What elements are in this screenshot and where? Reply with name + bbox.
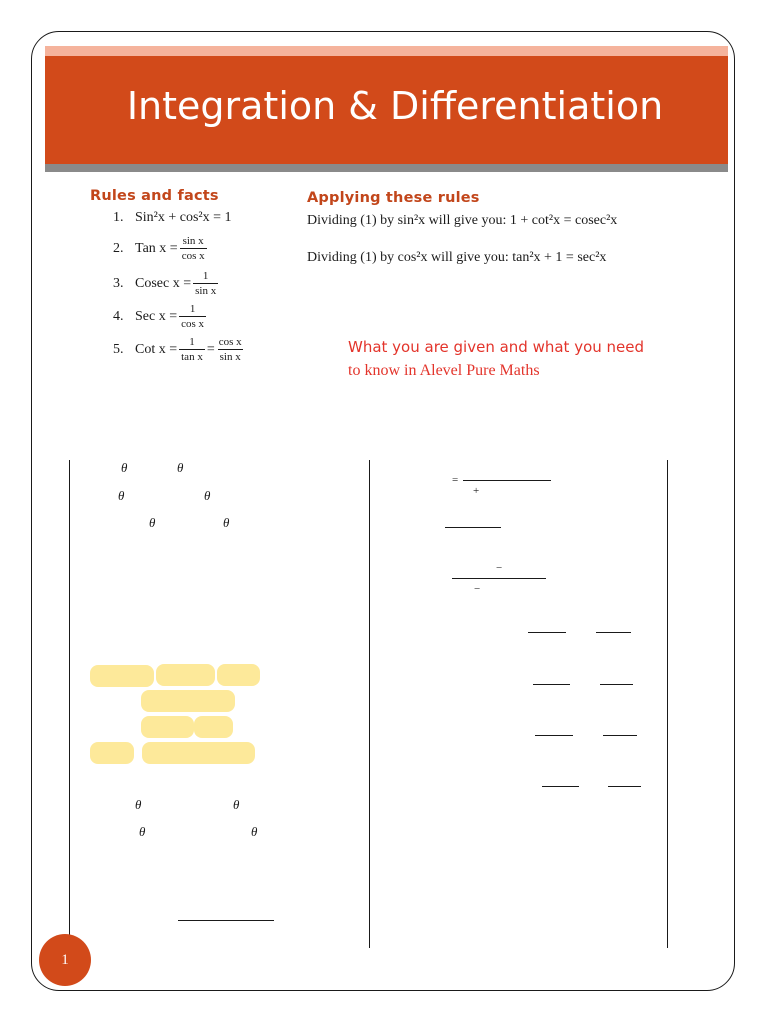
theta-symbol: θ xyxy=(177,460,184,475)
theta-symbol: θ xyxy=(139,824,146,839)
fraction-line xyxy=(596,632,631,633)
highlight-block xyxy=(142,742,255,764)
highlight-block xyxy=(156,664,215,686)
fraction-line xyxy=(608,786,641,787)
fraction-line xyxy=(535,735,573,736)
highlight-block xyxy=(194,716,233,738)
numerator: sin x xyxy=(182,235,204,247)
fraction xyxy=(180,235,207,262)
rule-number: 1. xyxy=(113,210,124,225)
banner-bottom-band xyxy=(45,164,728,172)
rule-text: Sin²x + cos²x = 1 xyxy=(135,210,232,225)
highlight-block xyxy=(217,664,260,686)
rule-2 xyxy=(113,235,209,262)
applying-line-1: Dividing (1) by sin²x will give you: 1 + cot²x = cosec²x xyxy=(307,213,618,228)
rule-5 xyxy=(113,336,246,363)
fraction-line xyxy=(533,684,570,685)
equals-sign: = xyxy=(206,341,215,357)
rule-3 xyxy=(113,270,220,297)
note-line-2: to know in Alevel Pure Maths xyxy=(348,362,540,379)
applying-heading: Applying these rules xyxy=(307,190,480,206)
fraction-line xyxy=(452,578,546,579)
numerator: 1 xyxy=(189,336,195,348)
theta-symbol: θ xyxy=(223,515,230,530)
rule-1 xyxy=(113,210,232,226)
fraction-line xyxy=(445,527,501,528)
center-divider-line xyxy=(369,460,370,948)
rule-lhs: Cot x = xyxy=(135,341,178,357)
numerator: cos x xyxy=(218,336,242,348)
rule-number: 3. xyxy=(113,275,124,291)
plus-sign: + xyxy=(473,485,480,497)
red-note xyxy=(348,336,644,382)
denominator: tan x xyxy=(181,351,203,363)
minus-sign: − xyxy=(474,583,481,595)
rule-4 xyxy=(113,303,208,330)
highlight-block xyxy=(90,665,154,687)
theta-symbol: θ xyxy=(233,797,240,812)
fraction xyxy=(217,336,244,363)
rule-number: 5. xyxy=(113,341,124,357)
fraction-line xyxy=(463,480,551,481)
left-border-line xyxy=(69,460,70,948)
highlight-block xyxy=(90,742,134,764)
fraction xyxy=(179,303,206,330)
numerator: 1 xyxy=(189,303,196,315)
banner-top-band xyxy=(45,46,728,56)
equals-sign: = xyxy=(452,474,459,486)
fraction-line xyxy=(603,735,637,736)
fraction xyxy=(179,336,205,363)
minus-sign: − xyxy=(496,562,503,574)
fraction-line xyxy=(600,684,633,685)
rule-number: 2. xyxy=(113,240,124,256)
fraction xyxy=(193,270,218,297)
rule-lhs: Sec x = xyxy=(135,308,178,324)
note-line-1: What you are given and what you need xyxy=(348,338,645,356)
rule-lhs: Cosec x = xyxy=(135,275,192,291)
rules-heading: Rules and facts xyxy=(90,188,219,204)
highlight-block xyxy=(141,716,194,738)
theta-symbol: θ xyxy=(121,460,128,475)
slide-title: Integration & Differentiation xyxy=(126,84,664,128)
denominator: cos x xyxy=(181,318,205,330)
theta-symbol: θ xyxy=(149,515,156,530)
numerator: 1 xyxy=(202,270,209,282)
slide-frame xyxy=(31,31,735,991)
rule-lhs: Tan x = xyxy=(135,240,178,256)
denominator: cos x xyxy=(181,250,205,262)
rule-number: 4. xyxy=(113,308,124,324)
denominator: sin x xyxy=(219,351,241,363)
theta-symbol: θ xyxy=(135,797,142,812)
page-number-badge: 1 xyxy=(39,934,91,986)
theta-symbol: θ xyxy=(204,488,211,503)
denominator: sin x xyxy=(195,285,217,297)
right-border-line xyxy=(667,460,668,948)
applying-line-2: Dividing (1) by cos²x will give you: tan²x + 1 = sec²x xyxy=(307,250,607,265)
fraction-line xyxy=(528,632,566,633)
fraction-line xyxy=(178,920,274,921)
theta-symbol: θ xyxy=(118,488,125,503)
theta-symbol: θ xyxy=(251,824,258,839)
highlight-block xyxy=(141,690,235,712)
fraction-line xyxy=(542,786,579,787)
